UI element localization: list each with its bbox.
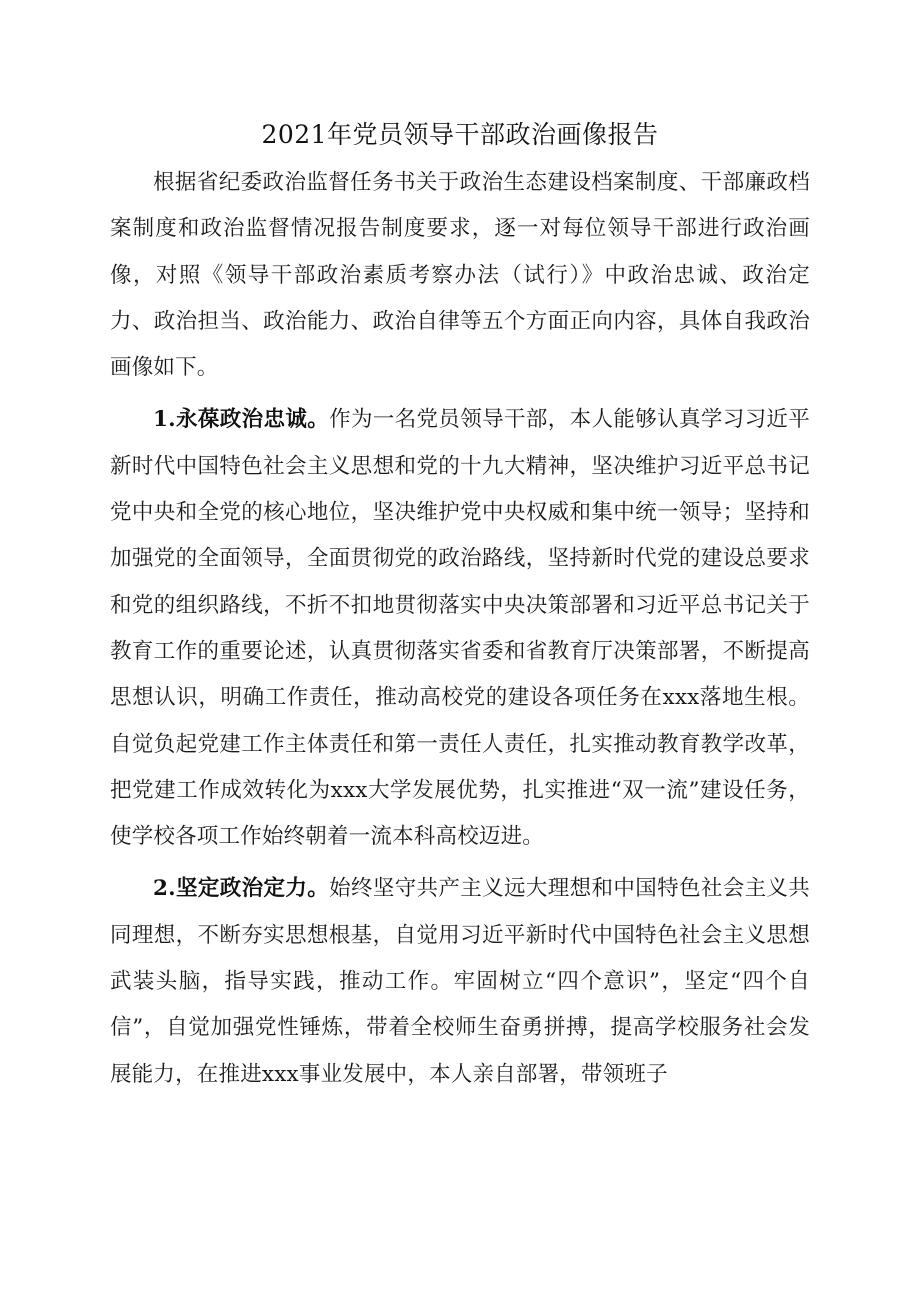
section-paragraph-2 [110, 866, 810, 1097]
section-body-2: 始终坚守共产主义远大理想和中国特色社会主义共同理想，不断夯实思想根基，自觉用习近平新时代中国特色社会主义思想武装头脑，指导实践，推动工作。牢固树立“四个意识”，坚定“四个自信”，自觉加强党性锤炼，带着全校师生奋勇拼搏，提高学校服务社会发展能力，在推进xxx事业发展中，本人亲自部署，带领班子 [110, 876, 811, 1087]
document-title: 2021年党员领导干部政治画像报告 [261, 120, 659, 149]
section-heading-2: 2.坚定政治定力。 [153, 876, 330, 902]
section-paragraph-1 [110, 397, 810, 860]
section-body-1: 作为一名党员领导干部，本人能够认真学习习近平新时代中国特色社会主义思想和党的十九大精神，坚决维护习近平总书记党中央和全党的核心地位，坚决维护党中央权威和集中统一领导；坚持和加强党的全面领导，全面贯彻党的政治路线，坚持新时代党的建设总要求和党的组织路线，不折不扣地贯彻落实中央决策部署和习近平总书记关于教育工作的重要论述，认真贯彻落实省委和省教育厅决策部署，不断提高思想认识，明确工作责任，推动高校党的建设各项任务在xxx落地生根。自觉负起党建工作主体责任和第一责任人责任，扎实推动教育教学改革，把党建工作成效转化为xxx大学发展优势，扎实推进“双一流”建设任务，使学校各项工作始终朝着一流本科高校迈进。 [110, 407, 811, 850]
section-heading-1: 1.永葆政治忠诚。 [153, 407, 330, 433]
intro-paragraph: 根据省纪委政治监督任务书关于政治生态建设档案制度、干部廉政档案制度和政治监督情况报告制度要求，逐一对每位领导干部进行政治画像，对照《领导干部政治素质考察办法（试行）》中政治忠诚、政治定力、政治担当、政治能力、政治自律等五个方面正向内容，具体自我政治画像如下。 [110, 170, 810, 381]
document-page [110, 112, 810, 1098]
